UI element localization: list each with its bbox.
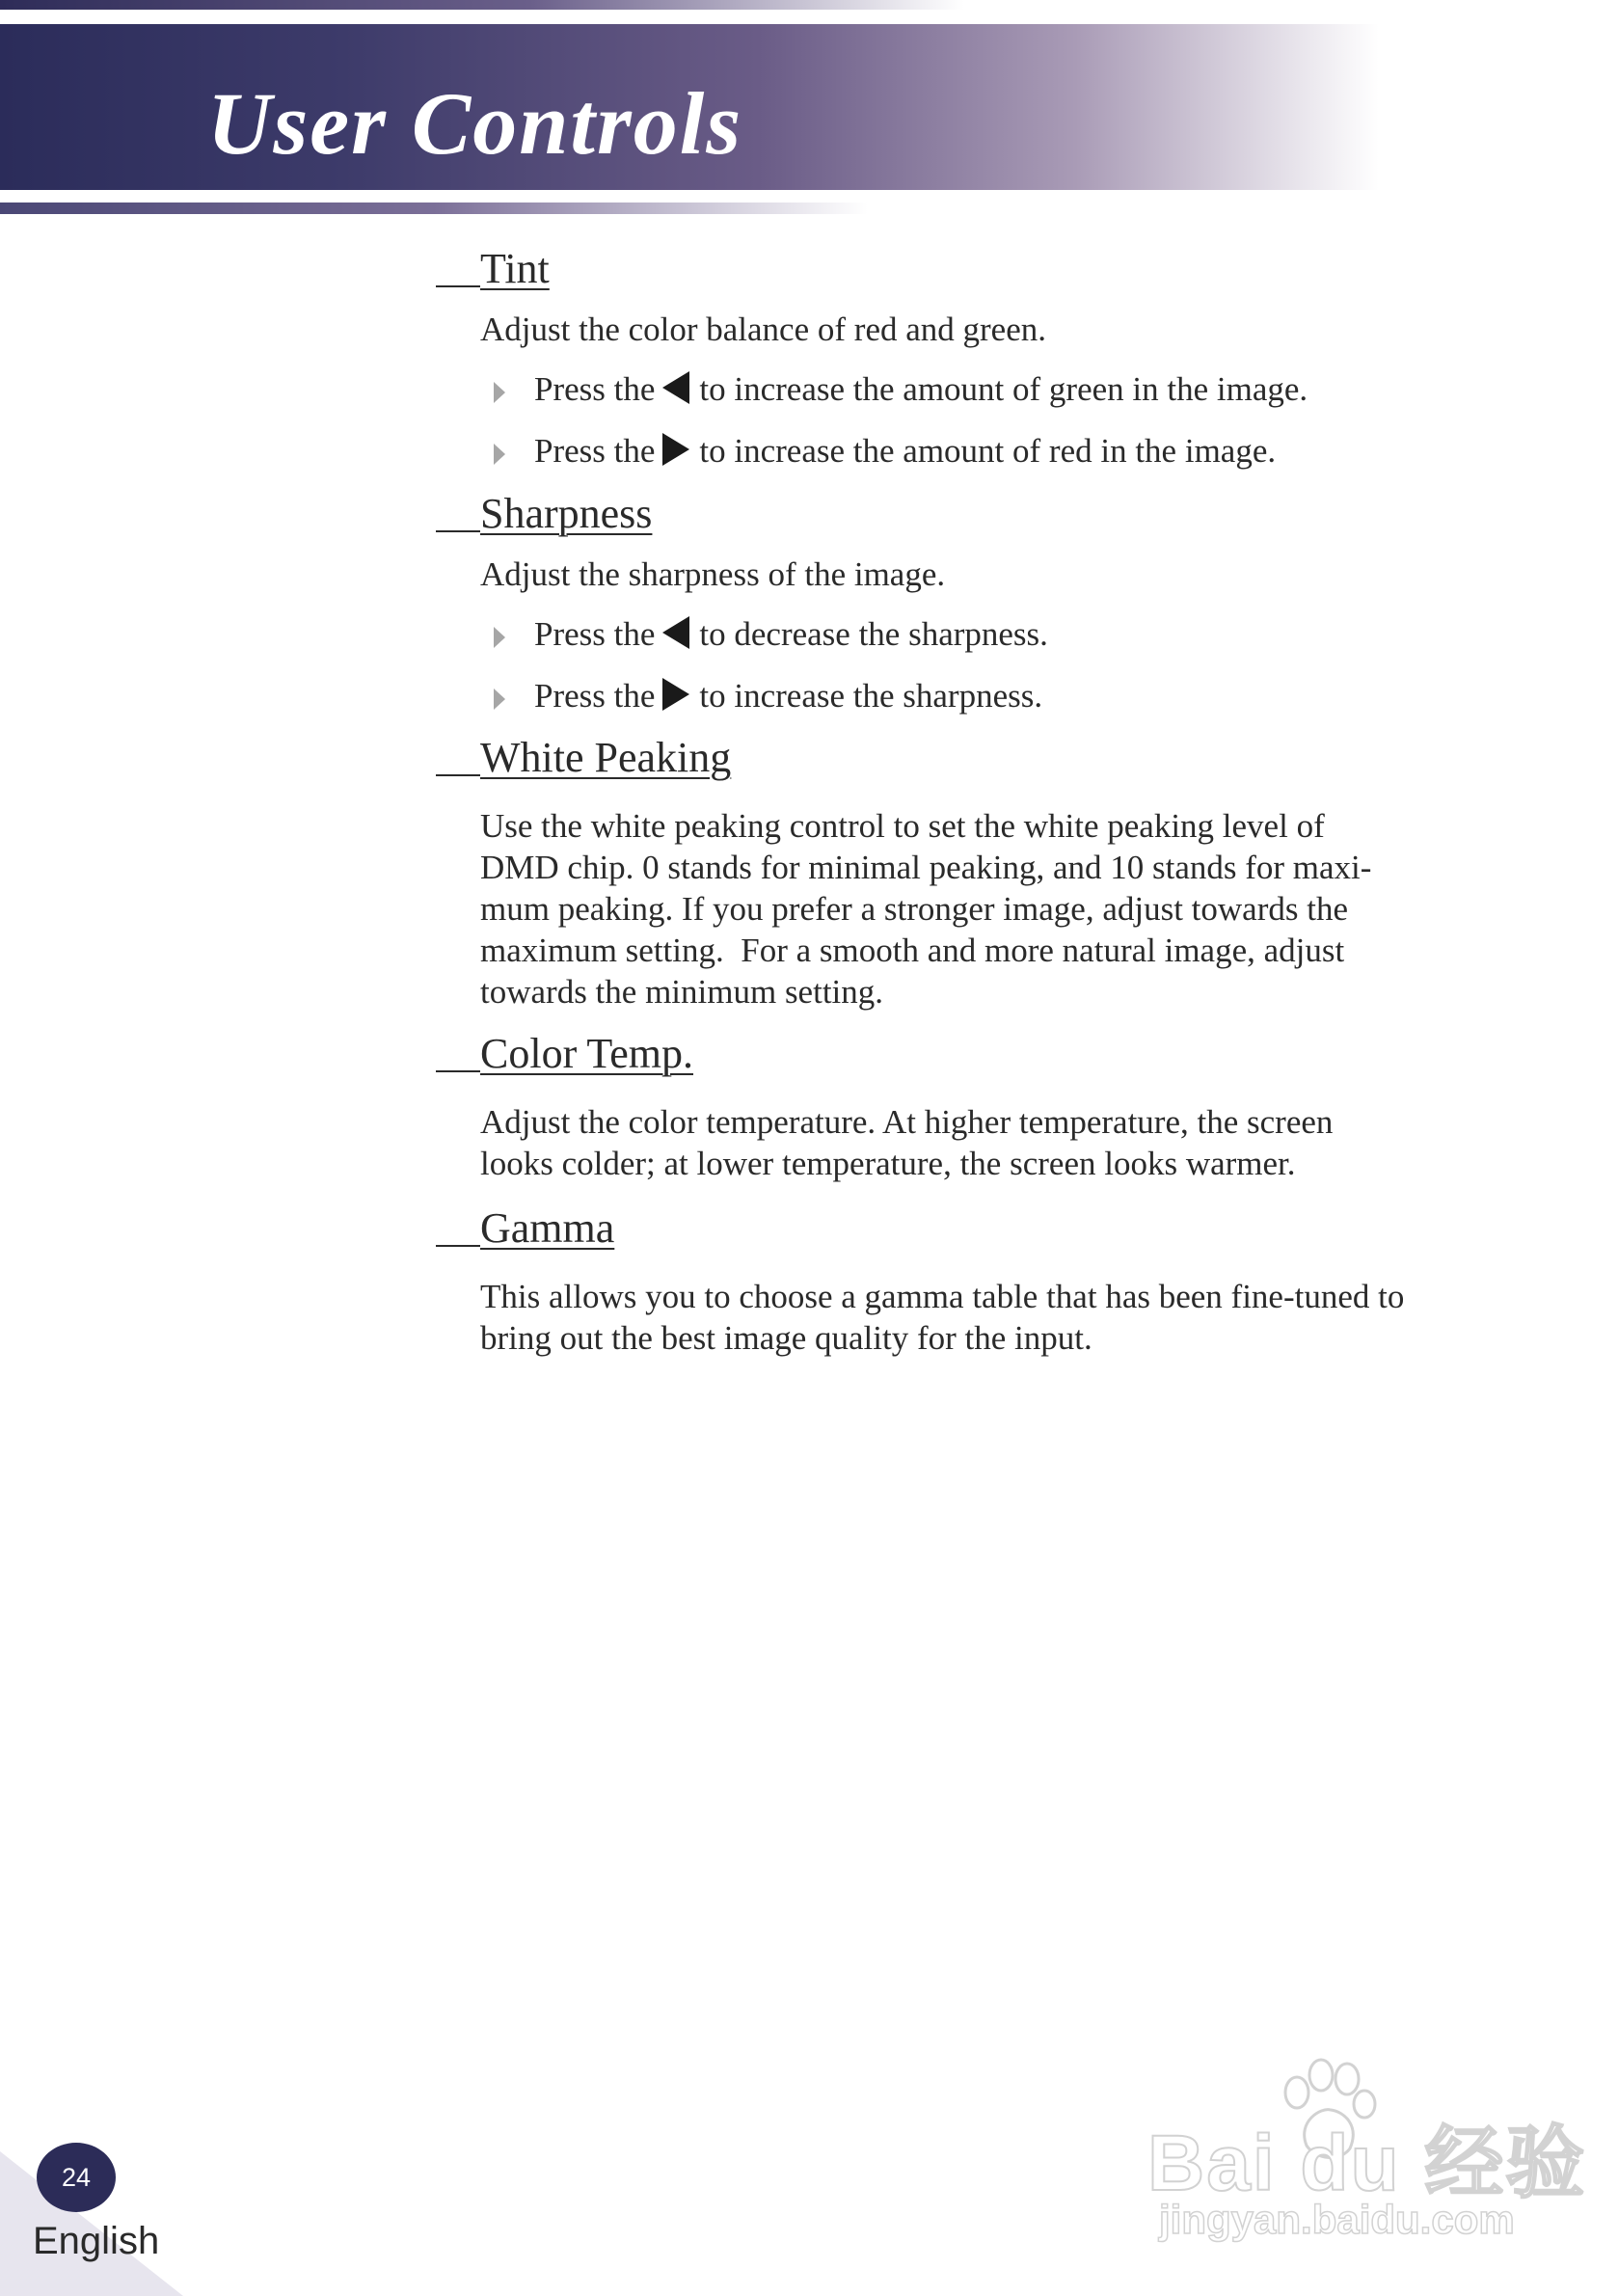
watermark-logo: Bai du 经验 [1147,2120,1587,2207]
bullet-text: to increase the sharpness. [699,677,1043,715]
page-number-badge: 24 [37,2143,116,2212]
language-label: English [33,2220,160,2262]
section-description [480,1276,1541,1359]
top-decorative-strip [0,0,964,10]
bullet-marker-icon [494,382,505,403]
header-banner [0,24,1379,190]
section-color-temp [436,1026,1545,1184]
heading-rule [436,774,480,776]
bullet-marker-icon [494,689,505,710]
text-line: mum peaking. If you prefer a stronger image, adjust towards the [480,890,1349,928]
section-heading-row [436,241,1545,295]
header-underline [0,203,868,214]
section-heading: Sharpness [480,490,653,538]
left-arrow-icon [662,371,689,404]
heading-rule [436,530,480,532]
bullet-prefix: Press the [534,615,656,653]
text-line: bring out the best image quality for the input. [480,1319,1092,1357]
bullet-prefix: Press the [534,370,656,408]
section-gamma [436,1201,1545,1359]
bullet-text: to increase the amount of green in the image. [699,370,1308,408]
section-description: Adjust the color balance of red and green. [480,311,1046,348]
section-heading-row [436,1201,1545,1255]
section-heading-row [436,730,1545,784]
section-heading-row [436,486,1545,540]
bullet-prefix: Press the [534,677,656,715]
heading-rule [436,1245,480,1247]
list-item [480,429,1545,473]
text-line: This allows you to choose a gamma table that has been fine-tuned to [480,1278,1405,1315]
bullet-text: to increase the amount of red in the image. [699,432,1277,470]
section-description: Adjust the sharpness of the image. [480,555,946,593]
right-arrow-icon [662,678,689,711]
section-description [480,1101,1541,1184]
section-heading: Color Temp. [480,1030,693,1078]
section-description [480,805,1541,1013]
text-line: maximum setting. For a smooth and more natural image, adjust [480,932,1345,969]
right-arrow-icon [662,433,689,466]
list-item [480,612,1545,657]
section-white-peaking [436,730,1545,1013]
list-item [480,367,1545,412]
baidu-watermark [1147,2054,1587,2242]
section-heading-row [436,1026,1545,1080]
left-arrow-icon [662,616,689,649]
text-line: towards the minimum setting. [480,973,884,1011]
list-item [480,674,1545,718]
bullet-text: to decrease the sharpness. [699,615,1048,653]
text-line: Use the white peaking control to set the white peaking level of [480,807,1325,845]
text-line: looks colder; at lower temperature, the screen looks warmer. [480,1145,1296,1182]
section-heading: Tint [480,245,550,293]
bullet-marker-icon [494,627,505,648]
heading-rule [436,1070,480,1072]
page-title: User Controls [207,74,743,173]
section-sharpness [436,486,1545,718]
text-line: Adjust the color temperature. At higher temperature, the screen [480,1103,1334,1141]
bullet-prefix: Press the [534,432,656,470]
section-tint [436,241,1545,473]
bullet-marker-icon [494,444,505,465]
section-heading: White Peaking [480,734,732,782]
text-line: DMD chip. 0 stands for minimal peaking, and 10 stands for maxi- [480,849,1372,886]
watermark-url: jingyan.baidu.com [1159,2197,1515,2242]
heading-rule [436,285,480,287]
section-heading: Gamma [480,1204,615,1253]
